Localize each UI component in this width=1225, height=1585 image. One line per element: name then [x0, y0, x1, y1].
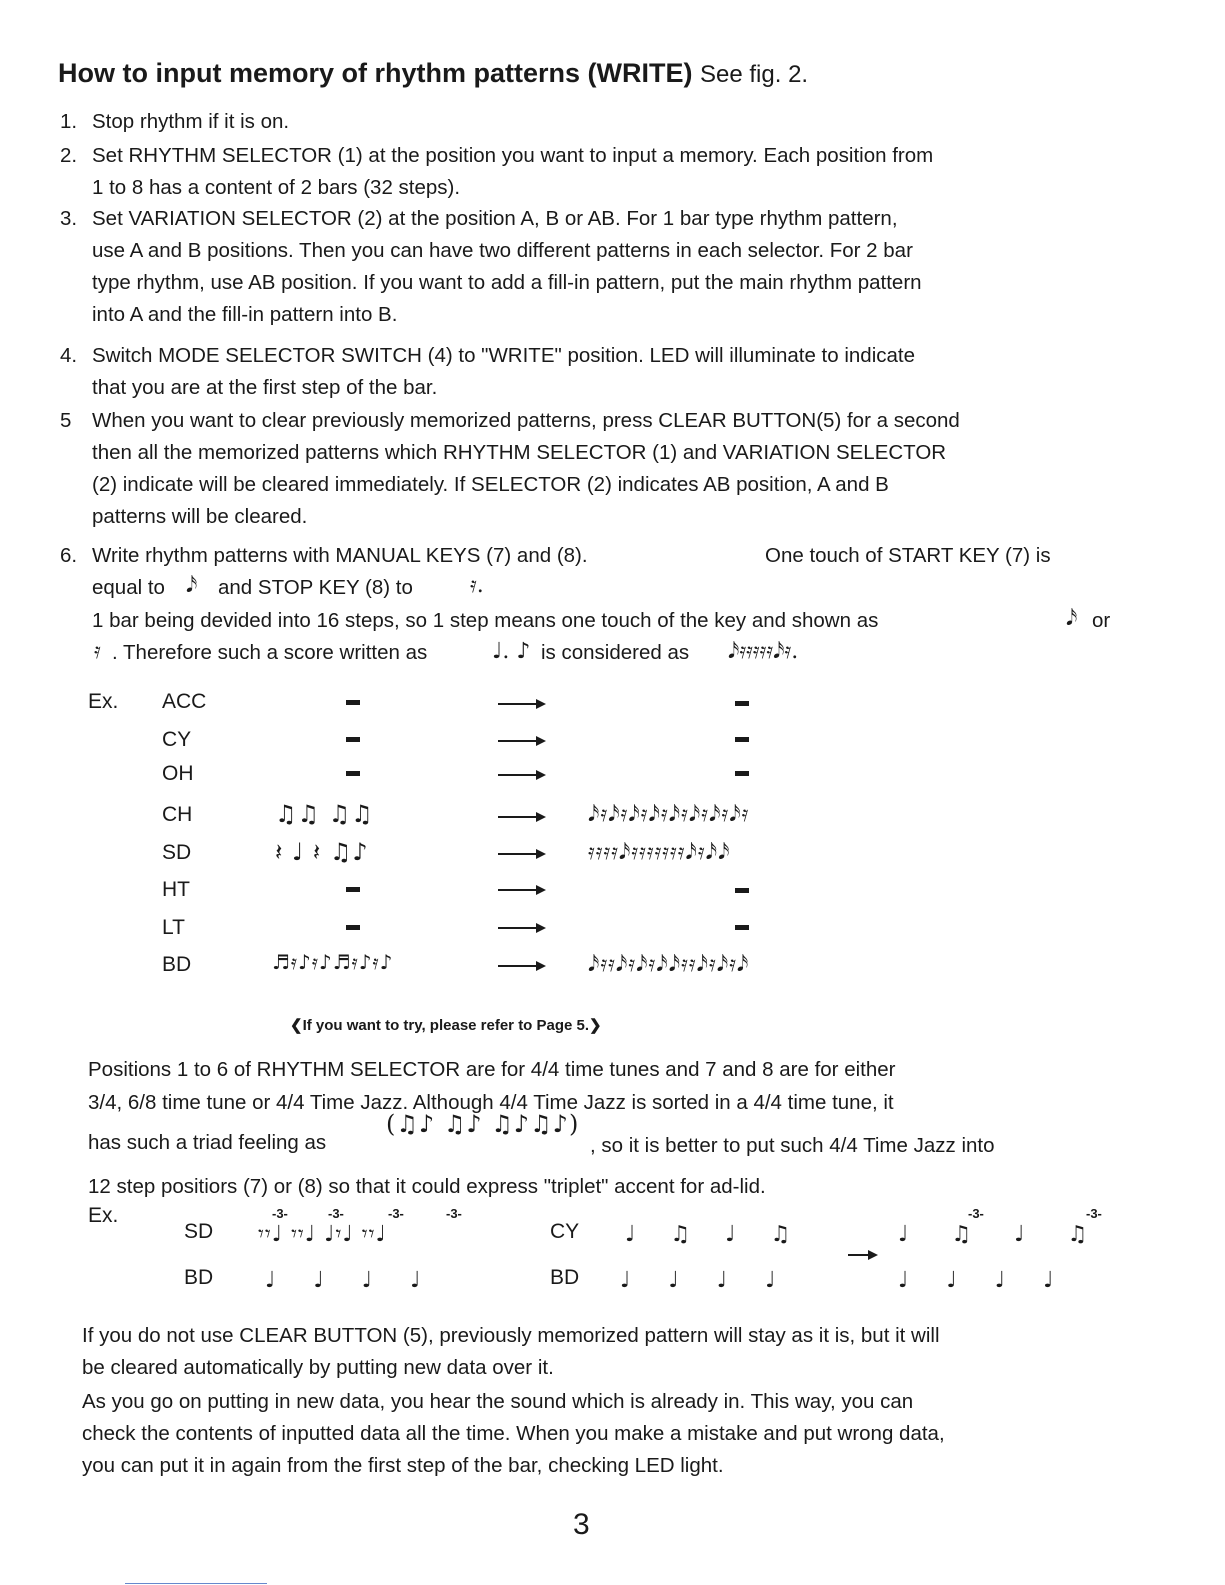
triplet-notes-icon: (♫♪ ♫♪ ♫♪♫♪) [386, 1110, 580, 1138]
instrument-label: HT [162, 878, 190, 901]
cy-triplet-notes-icon: ♩ ♫ ♩ ♫ [898, 1222, 1106, 1247]
step-number: 3. [60, 207, 78, 230]
instrument-label: BD [550, 1266, 580, 1289]
refer-note [290, 1016, 602, 1034]
sd-score-notes-icon: 𝄽 ♩ 𝄽 ♫♪ [275, 838, 369, 866]
step-line: Stop rhythm if it is on. [92, 110, 290, 133]
triplet-mark: -3- [446, 1206, 462, 1221]
step-line: Switch MODE SELECTOR SWITCH (4) to "WRITE" position. LED will illuminate to indicate [92, 344, 916, 367]
bd-quarter-notes-icon: ♩♩♩♩ [265, 1268, 459, 1293]
example-label: Ex. [88, 690, 119, 713]
paragraph-line: Positions 1 to 6 of RHYTHM SELECTOR are for 4/4 time tunes and 7 and 8 are for either [88, 1058, 896, 1081]
triplet-mark: -3- [968, 1206, 984, 1221]
refer-note-text: If you want to try, please refer to Page 5. [302, 1017, 590, 1034]
step-notes-icon: 𝅘𝅥𝅯𝄿𝄿𝄿𝄿𝄿𝅘𝅥𝅯𝄿. [728, 639, 799, 664]
arrow-right-icon [498, 853, 542, 855]
whole-rest-icon [346, 887, 360, 892]
step-line: into A and the fill-in pattern into B. [92, 303, 398, 326]
triplet-mark: -3- [388, 1206, 404, 1221]
bd-score-notes-icon: ♬𝄿♪𝄿♪♬𝄿♪𝄿♪ [272, 950, 394, 974]
arrow-right-icon [498, 740, 542, 742]
ch-score-notes-icon: ♫♫ ♫♫ [275, 800, 374, 828]
step-line: One touch of START KEY (7) is [765, 544, 1051, 567]
chevron-left-icon: ❮ [290, 1017, 303, 1034]
instrument-label: SD [162, 841, 192, 864]
page-number: 3 [573, 1508, 590, 1541]
step-line: equal to [92, 576, 165, 599]
step-line: and STOP KEY (8) to [218, 576, 413, 599]
bd-quarter-notes-icon: ♩♩♩♩ [620, 1268, 814, 1293]
step-line: type rhythm, use AB position. If you want to add a fill-in pattern, put the main rhythm pattern [92, 271, 922, 294]
score-notes-icon: ♩. ♪ [492, 639, 531, 664]
footer-rule [125, 1583, 267, 1584]
whole-rest-icon [735, 701, 749, 706]
arrow-right-icon [498, 703, 542, 705]
sixteenth-note-icon: 𝅘𝅥𝅯 [186, 573, 198, 598]
step-line: that you are at the first step of the bar. [92, 376, 438, 399]
arrow-right-icon [498, 774, 542, 776]
arrow-right-icon [498, 816, 542, 818]
whole-rest-icon [346, 925, 360, 930]
page-title [58, 58, 808, 89]
whole-rest-icon [735, 888, 749, 893]
instrument-label: OH [162, 762, 194, 785]
step-number: 5 [60, 409, 72, 432]
step-line: then all the memorized patterns which RHYTHM SELECTOR (1) and VARIATION SELECTOR [92, 441, 947, 464]
instrument-label: SD [184, 1220, 214, 1243]
step-line: patterns will be cleared. [92, 505, 308, 528]
step-number: 4. [60, 344, 78, 367]
paragraph-line: If you do not use CLEAR BUTTON (5), previously memorized pattern will stay as it is, but it will [82, 1324, 940, 1347]
arrow-right-icon [498, 927, 542, 929]
paragraph-line: be cleared automatically by putting new data over it. [82, 1356, 554, 1379]
paragraph-line: check the contents of inputted data all the time. When you make a mistake and put wrong data, [82, 1422, 945, 1445]
step-line: When you want to clear previously memorized patterns, press CLEAR BUTTON(5) for a second [92, 409, 960, 432]
triplet-mark: -3- [328, 1206, 344, 1221]
step-line: Write rhythm patterns with MANUAL KEYS (7) and (8). [92, 544, 588, 567]
whole-rest-icon [735, 925, 749, 930]
whole-rest-icon [735, 771, 749, 776]
step-line: 1 to 8 has a content of 2 bars (32 steps). [92, 176, 461, 199]
chevron-right-icon: ❯ [589, 1017, 602, 1034]
instrument-label: LT [162, 916, 185, 939]
sixteenth-rest-icon: 𝄿 [94, 639, 101, 664]
sd-step-notes-icon: 𝄿𝄿𝄿𝄿𝅘𝅥𝅯𝄿𝄿𝄿𝄿𝄿𝄿𝄿𝅘𝅥𝅯𝄿𝅘𝅥𝅯𝅘𝅥𝅯 [588, 840, 731, 865]
step-line: . Therefore such a score written as [112, 641, 428, 664]
sd-triplet-notes-icon: 𝄾𝄾♩ 𝄾𝄾♩ ♩𝄾♩ 𝄾𝄾♩ [258, 1222, 387, 1247]
whole-rest-icon [735, 737, 749, 742]
sixteenth-rest-icon: 𝄿. [470, 573, 484, 598]
step-number: 1. [60, 110, 78, 133]
triplet-mark: -3- [272, 1206, 288, 1221]
bd-step-notes-icon: 𝅘𝅥𝅯𝄿𝄿𝅘𝅥𝅯𝄿𝅘𝅥𝅯𝄿𝅘𝅥𝅯𝅘𝅥𝅯𝄿𝄿𝅘𝅥𝅯𝄿𝅘𝅥𝅯𝄿𝅘𝅥𝅯 [588, 952, 750, 977]
title-see-fig: See fig. 2. [700, 61, 809, 88]
cy-swing-notes-icon: ♩ ♫ ♩ ♫ [625, 1222, 805, 1247]
instrument-label: ACC [162, 690, 207, 713]
whole-rest-icon [346, 737, 360, 742]
example-label: Ex. [88, 1204, 119, 1227]
step-line: (2) indicate will be cleared immediately. If SELECTOR (2) indicates AB position, A and B [92, 473, 889, 496]
step-number: 6. [60, 544, 78, 567]
arrow-right-icon [498, 965, 542, 967]
arrow-right-icon [498, 889, 542, 891]
instrument-label: CY [162, 728, 192, 751]
step-line: use A and B positions. Then you can have two different patterns in each selector. For 2 bar [92, 239, 913, 262]
paragraph-line: , so it is better to put such 4/4 Time Jazz into [590, 1134, 995, 1157]
instrument-label: CH [162, 803, 193, 826]
whole-rest-icon [346, 700, 360, 705]
sixteenth-note-icon: 𝅘𝅥𝅯 [1066, 606, 1078, 631]
triplet-mark: -3- [1086, 1206, 1102, 1221]
paragraph-line: 12 step positiors (7) or (8) so that it could express "triplet" accent for ad-lid. [88, 1175, 766, 1198]
step-line: is considered as [541, 641, 690, 664]
arrow-right-icon [848, 1254, 874, 1256]
instrument-label: BD [184, 1266, 214, 1289]
step-line: Set RHYTHM SELECTOR (1) at the position you want to input a memory. Each position from [92, 144, 934, 167]
bd-quarter-notes-icon: ♩♩♩♩ [898, 1268, 1092, 1293]
paragraph-line: you can put it in again from the first step of the bar, checking LED light. [82, 1454, 724, 1477]
paragraph-line: 3/4, 6/8 time tune or 4/4 Time Jazz. Although 4/4 Time Jazz is sorted in a 4/4 time tune, it [88, 1091, 894, 1114]
paragraph-line: As you go on putting in new data, you hear the sound which is already in. This way, you can [82, 1390, 914, 1413]
paragraph-line: has such a triad feeling as [88, 1131, 327, 1154]
step-line: or [1092, 609, 1111, 632]
whole-rest-icon [346, 771, 360, 776]
title-main: How to input memory of rhythm patterns (WRITE) [58, 58, 693, 88]
ch-step-notes-icon: 𝅘𝅥𝅯𝄿𝅘𝅥𝅯𝄿𝅘𝅥𝅯𝄿𝅘𝅥𝅯𝄿𝅘𝅥𝅯𝄿𝅘𝅥𝅯𝄿𝅘𝅥𝅯𝄿𝅘𝅥𝅯𝄿 [588, 802, 750, 827]
step-line: 1 bar being devided into 16 steps, so 1 step means one touch of the key and shown as [92, 609, 879, 632]
step-number: 2. [60, 144, 78, 167]
step-line: Set VARIATION SELECTOR (2) at the position A, B or AB. For 1 bar type rhythm pattern, [92, 207, 898, 230]
instrument-label: CY [550, 1220, 580, 1243]
instrument-label: BD [162, 953, 192, 976]
